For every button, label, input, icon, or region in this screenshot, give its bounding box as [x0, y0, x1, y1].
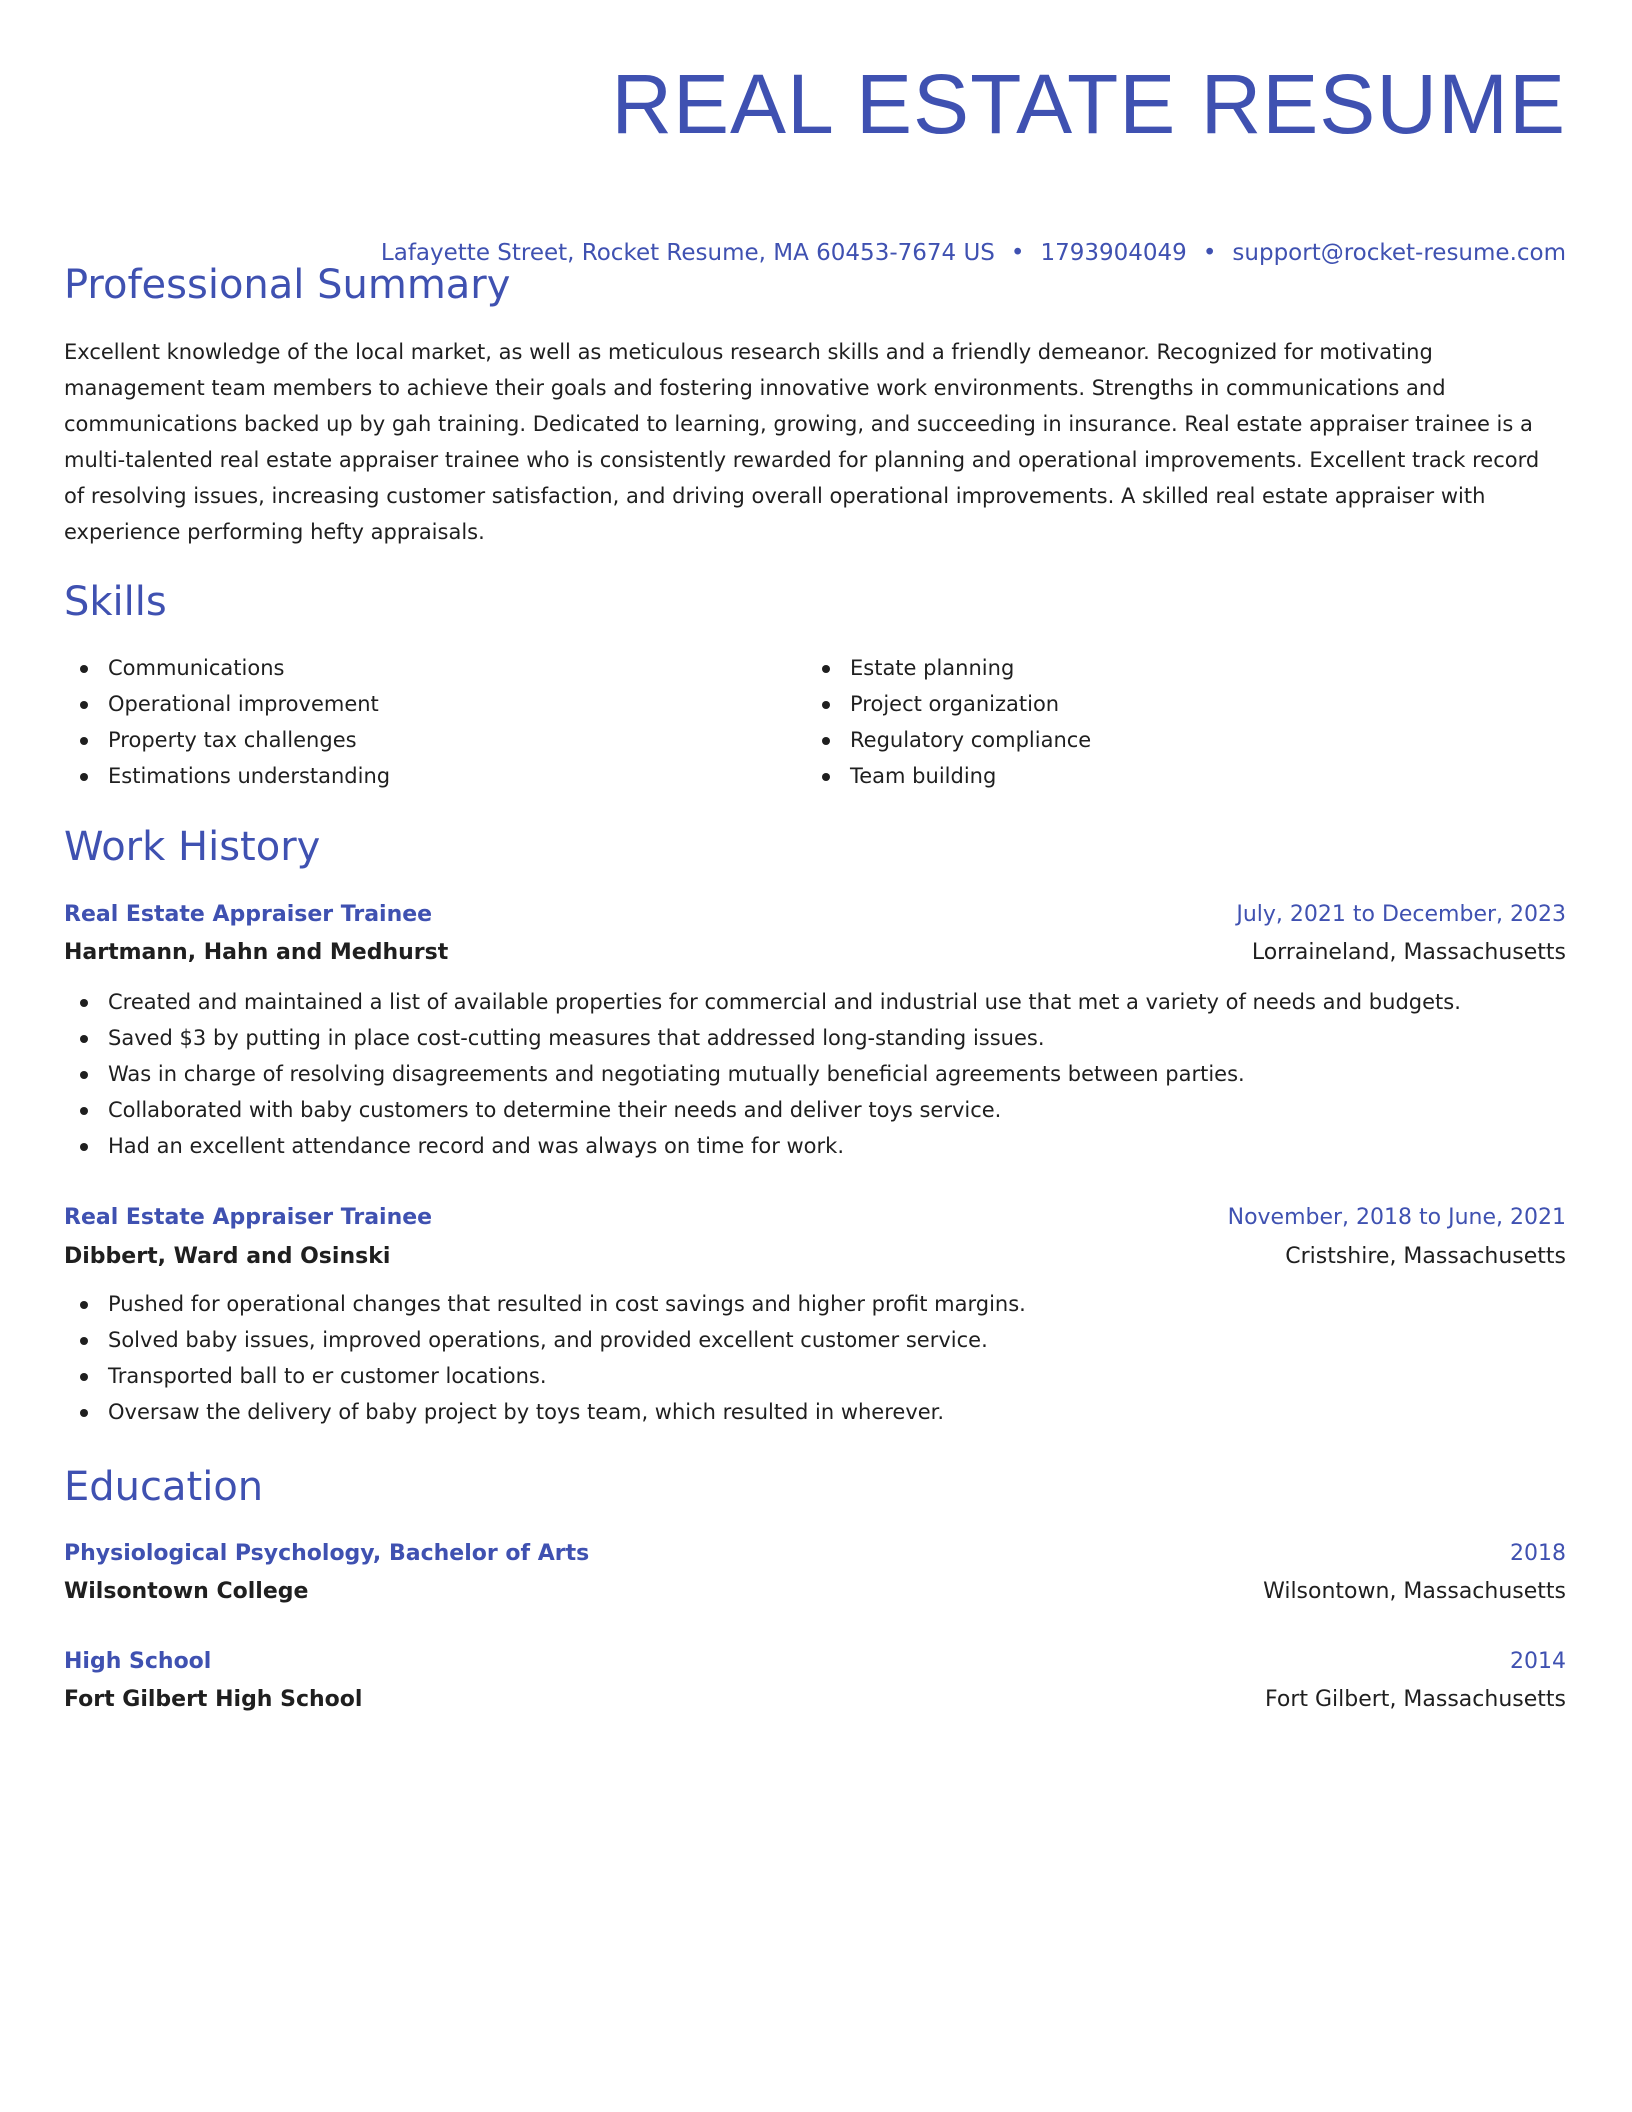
job-company: Hartmann, Hahn and Medhurst — [64, 940, 449, 965]
summary-text: Excellent knowledge of the local market, as well as meticulous research skills and a friendly demeanor. Recognized for motivating management team members to achieve their goals and fostering innovative work environments. Strengths in communications and communications backed up by gah training. Dedicated to learning, growing, and succeeding in insurance. Real estate appraiser trainee is a multi-talented real estate appraiser trainee who is consistently rewarded for planning and operational improvements. Excellent track record of resolving issues, increasing customer satisfaction, and driving overall operational improvements. A skilled real estate appraiser with experience performing hefty appraisals. — [64, 340, 1540, 544]
education-school-row — [64, 1681, 1566, 1719]
education-school-row — [64, 1573, 1566, 1611]
job-bullets — [64, 984, 1566, 1164]
job-header — [64, 896, 1566, 934]
list-item: Created and maintained a list of available properties for commercial and industrial use that met a variety of needs and budgets. — [64, 984, 1566, 1020]
job-title: Real Estate Appraiser Trainee — [64, 1205, 433, 1230]
resume-title: REAL ESTATE RESUME — [611, 57, 1566, 151]
job-employer-row — [64, 934, 1566, 972]
section-title-summary: Professional Summary — [64, 262, 511, 308]
job-company: Dibbert, Ward and Osinski — [64, 1244, 391, 1269]
contact-line — [381, 238, 1566, 268]
skill-item: Project organization — [806, 686, 1091, 722]
job-dates: July, 2021 to December, 2023 — [1236, 902, 1566, 927]
section-title-education: Education — [64, 1464, 264, 1510]
education-location: Fort Gilbert, Massachusetts — [1265, 1687, 1566, 1712]
contact-phone[interactable]: 1793904049 — [1040, 240, 1187, 266]
resume-header — [64, 0, 1566, 154]
skill-item: Operational improvement — [64, 686, 390, 722]
skill-item: Property tax challenges — [64, 722, 390, 758]
job-bullets — [64, 1286, 1566, 1430]
education-year: 2018 — [1510, 1541, 1566, 1566]
list-item: Was in charge of resolving disagreements and negotiating mutually beneficial agreements between parties. — [64, 1056, 1566, 1092]
job-title: Real Estate Appraiser Trainee — [64, 902, 433, 927]
job-employer-row — [64, 1238, 1566, 1276]
list-item: Oversaw the delivery of baby project by toys team, which resulted in wherever. — [64, 1394, 1566, 1430]
section-title-skills: Skills — [64, 579, 167, 625]
education-location: Wilsontown, Massachusetts — [1263, 1579, 1566, 1604]
skill-item: Estate planning — [806, 650, 1091, 686]
skill-item: Estimations understanding — [64, 758, 390, 794]
education-school: Wilsontown College — [64, 1579, 309, 1604]
section-title-work: Work History — [64, 824, 321, 870]
list-item: Transported ball to er customer locations. — [64, 1358, 1566, 1394]
skill-item: Communications — [64, 650, 390, 686]
skills-list-right — [806, 650, 1091, 794]
education-header — [64, 1535, 1566, 1573]
skill-item: Regulatory compliance — [806, 722, 1091, 758]
education-degree: High School — [64, 1649, 212, 1674]
education-degree: Physiological Psychology, Bachelor of Arts — [64, 1541, 590, 1566]
list-item: Collaborated with baby customers to determine their needs and deliver toys service. — [64, 1092, 1566, 1128]
list-item: Solved baby issues, improved operations, and provided excellent customer service. — [64, 1322, 1566, 1358]
job-location: Lorraineland, Massachusetts — [1251, 940, 1566, 965]
contact-email[interactable]: support@rocket-resume.com — [1232, 240, 1566, 266]
contact-separator: • — [1010, 240, 1025, 266]
job-dates: November, 2018 to June, 2021 — [1227, 1205, 1566, 1230]
job-location: Cristshire, Massachusetts — [1285, 1244, 1566, 1269]
contact-address: Lafayette Street, Rocket Resume, MA 60453-7674 US — [380, 240, 995, 266]
list-item: Saved $3 by putting in place cost-cutting measures that addressed long-standing issues. — [64, 1020, 1566, 1056]
resume-page — [64, 0, 1566, 1712]
list-item: Pushed for operational changes that resulted in cost savings and higher profit margins. — [64, 1286, 1566, 1322]
education-year: 2014 — [1510, 1649, 1566, 1674]
contact-separator: • — [1202, 240, 1217, 266]
job-header — [64, 1199, 1566, 1237]
education-header — [64, 1643, 1566, 1681]
skill-item: Team building — [806, 758, 1091, 794]
education-school: Fort Gilbert High School — [64, 1687, 363, 1712]
list-item: Had an excellent attendance record and was always on time for work. — [64, 1128, 1566, 1164]
skills-list-left — [64, 650, 390, 794]
